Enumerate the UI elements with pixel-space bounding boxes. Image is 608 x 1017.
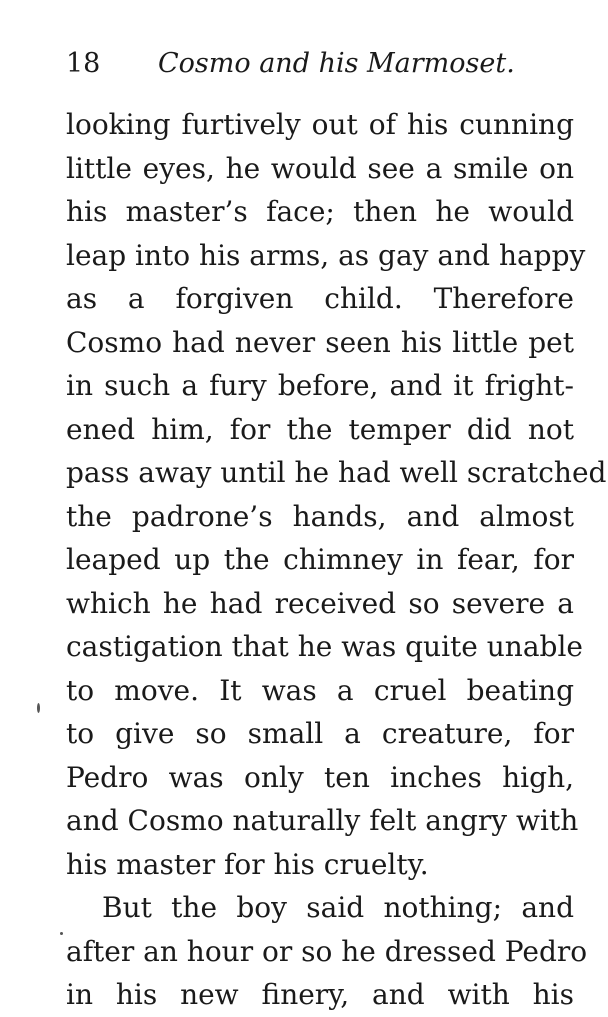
text-line: in his new finery, and with his [66, 978, 574, 1011]
text-line: which he had received so severe a [66, 586, 574, 620]
text-line: Pedro was only ten inches high, [66, 760, 574, 794]
print-speck [37, 703, 40, 713]
body-text [66, 103, 607, 1017]
running-title: Cosmo and his Marmoset. [158, 48, 515, 79]
text-line: little eyes, he would see a smile on [66, 151, 574, 185]
text-line: looking furtively out of his cunning [66, 108, 574, 141]
text-line: Cosmo had never seen his little pet [66, 325, 574, 359]
text-line: But the boy said nothing; and [102, 891, 574, 924]
page-number: 18 [66, 48, 101, 79]
text-line: castigation that he was quite unable [66, 630, 583, 663]
text-line: in such a fury before, and it fright- [66, 369, 574, 402]
text-line: pass away until he had well scratched [66, 456, 607, 489]
text-line: after an hour or so he dressed Pedro [66, 934, 588, 968]
text-line: to give so small a creature, for [66, 717, 574, 750]
text-line: leap into his arms, as gay and happy [66, 238, 586, 272]
text-line: to move. It was a cruel beating [66, 673, 574, 707]
text-line: as a forgiven child. Therefore [66, 282, 574, 315]
text-line: leaped up the chimney in fear, for [66, 543, 574, 576]
text-line: his master for his cruelty. [66, 847, 429, 881]
text-line: the padrone’s hands, and almost [66, 499, 574, 533]
text-line: and Cosmo naturally felt angry with [66, 804, 579, 837]
running-head [66, 44, 546, 84]
text-line: ened him, for the temper did not [66, 412, 574, 446]
text-line: his master’s face; then he would [66, 195, 574, 228]
print-speck [60, 932, 63, 935]
